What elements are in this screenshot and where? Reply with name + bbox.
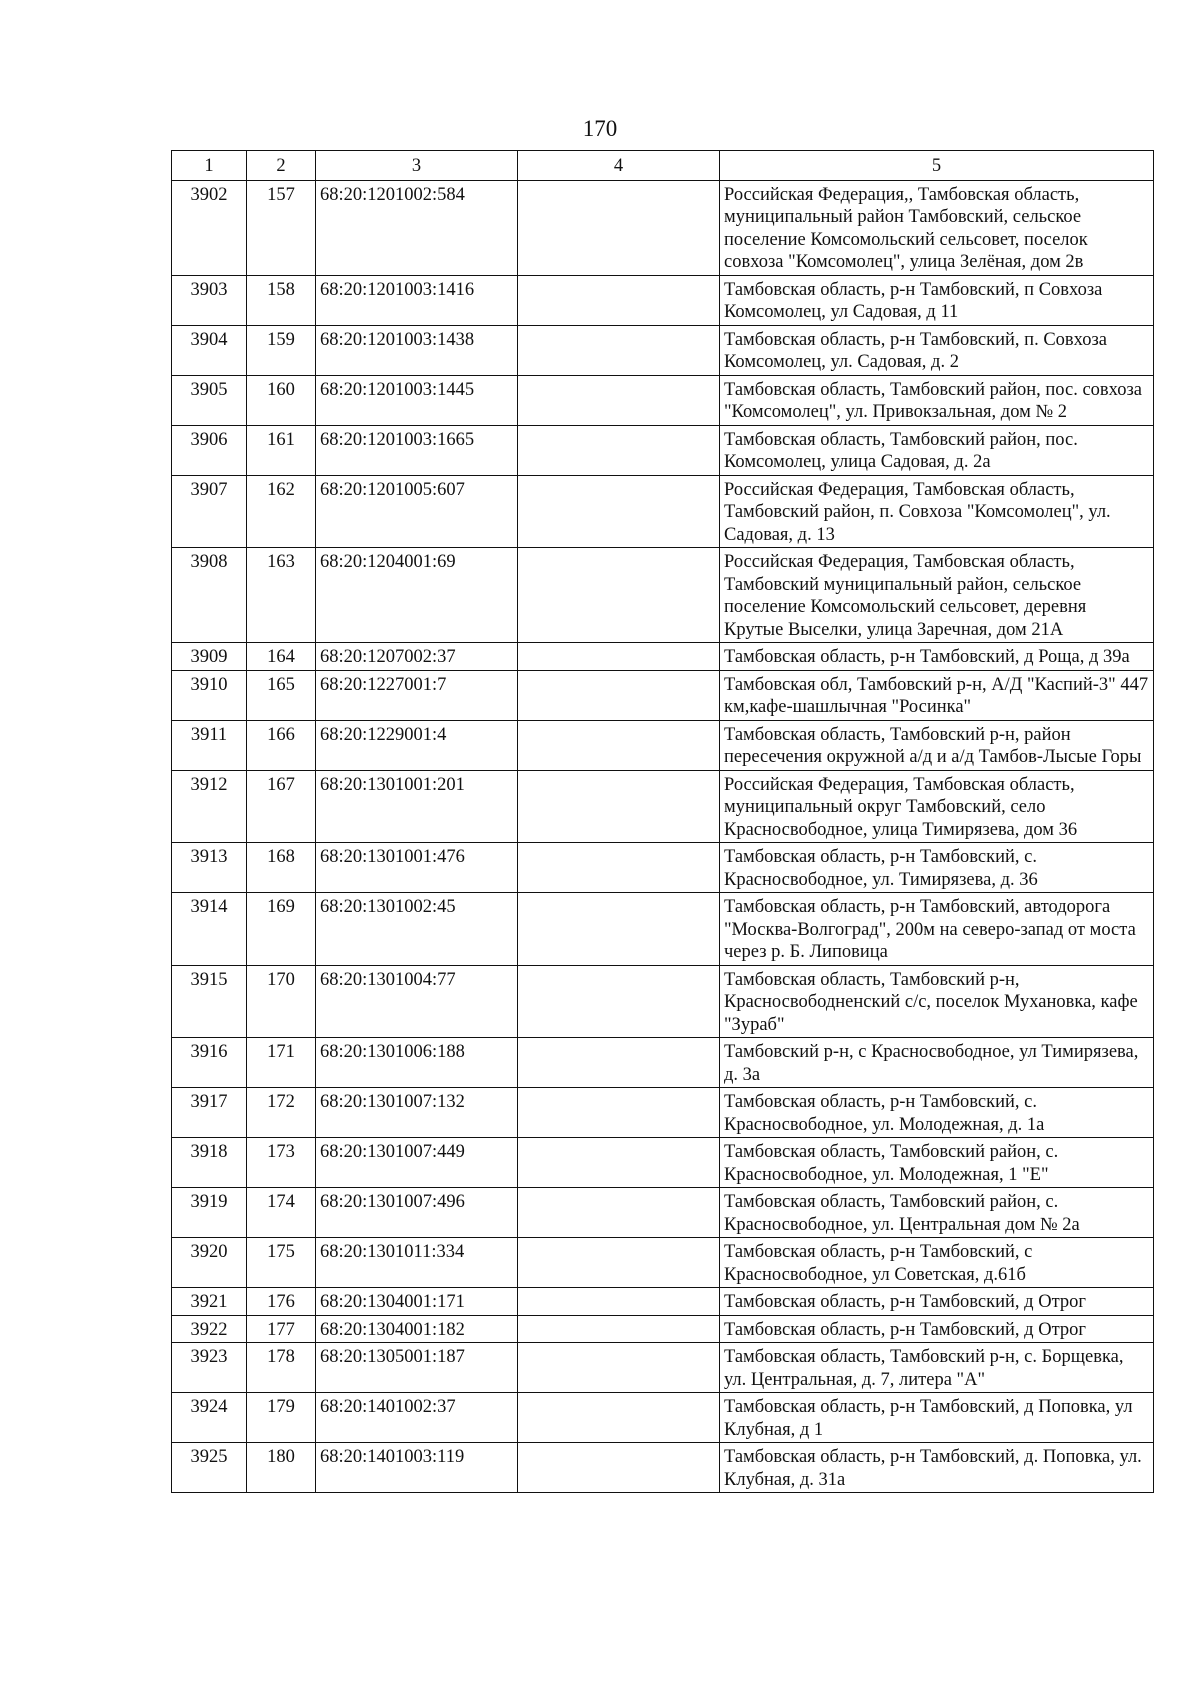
row-number-cell: 3902	[172, 180, 247, 275]
header-col-2: 2	[247, 151, 316, 181]
table-row	[172, 643, 1154, 671]
table-body	[172, 180, 1154, 1493]
cadastral-number-cell: 68:20:1227001:7	[316, 670, 518, 720]
cadastral-number-cell: 68:20:1304001:171	[316, 1288, 518, 1316]
table-row	[172, 670, 1154, 720]
row-number-cell: 3925	[172, 1443, 247, 1493]
registry-table	[171, 150, 1154, 1493]
sub-number-cell: 170	[247, 965, 316, 1038]
table-row	[172, 843, 1154, 893]
table-row	[172, 325, 1154, 375]
row-number-cell: 3923	[172, 1343, 247, 1393]
table-row	[172, 1288, 1154, 1316]
address-cell: Тамбовская область, р-н Тамбовский, с. Красносвободное, ул. Молодежная, д. 1а	[720, 1088, 1154, 1138]
column-4-cell	[518, 843, 720, 893]
cadastral-number-cell: 68:20:1301007:496	[316, 1188, 518, 1238]
address-cell: Тамбовская область, р-н Тамбовский, с Красносвободное, ул Советская, д.61б	[720, 1238, 1154, 1288]
sub-number-cell: 163	[247, 548, 316, 643]
address-cell: Тамбовская область, р-н Тамбовский, д Поповка, ул Клубная, д 1	[720, 1393, 1154, 1443]
column-4-cell	[518, 670, 720, 720]
row-number-cell: 3904	[172, 325, 247, 375]
cadastral-number-cell: 68:20:1401002:37	[316, 1393, 518, 1443]
column-4-cell	[518, 475, 720, 548]
row-number-cell: 3919	[172, 1188, 247, 1238]
address-cell: Российская Федерация, Тамбовская область, Тамбовский район, п. Совхоза "Комсомолец", ул. Садовая, д. 13	[720, 475, 1154, 548]
address-cell: Тамбовская обл, Тамбовский р-н, А/Д "Каспий-3" 447 км,кафе-шашлычная "Росинка"	[720, 670, 1154, 720]
column-4-cell	[518, 425, 720, 475]
table-row	[172, 1343, 1154, 1393]
page-number: 170	[582, 116, 618, 141]
table-header-row	[172, 151, 1154, 181]
address-cell: Тамбовская область, Тамбовский район, с. Красносвободное, ул. Молодежная, 1 "Е"	[720, 1138, 1154, 1188]
sub-number-cell: 160	[247, 375, 316, 425]
column-4-cell	[518, 893, 720, 966]
row-number-cell: 3905	[172, 375, 247, 425]
table-row	[172, 475, 1154, 548]
cadastral-number-cell: 68:20:1301001:201	[316, 770, 518, 843]
sub-number-cell: 168	[247, 843, 316, 893]
column-4-cell	[518, 720, 720, 770]
header-col-1: 1	[172, 151, 247, 181]
row-number-cell: 3921	[172, 1288, 247, 1316]
column-4-cell	[518, 1088, 720, 1138]
table-row	[172, 720, 1154, 770]
row-number-cell: 3922	[172, 1315, 247, 1343]
sub-number-cell: 171	[247, 1038, 316, 1088]
address-cell: Тамбовская область, р-н Тамбовский, с. Красносвободное, ул. Тимирязева, д. 36	[720, 843, 1154, 893]
address-cell: Тамбовская область, р-н Тамбовский, автодорога "Москва-Волгоград", 200м на северо-запад от моста через р. Б. Липовица	[720, 893, 1154, 966]
column-4-cell	[518, 1393, 720, 1443]
cadastral-number-cell: 68:20:1301004:77	[316, 965, 518, 1038]
address-cell: Тамбовская область, Тамбовский р-н, с. Борщевка, ул. Центральная, д. 7, литера "А"	[720, 1343, 1154, 1393]
row-number-cell: 3918	[172, 1138, 247, 1188]
column-4-cell	[518, 965, 720, 1038]
header-col-5: 5	[720, 151, 1154, 181]
column-4-cell	[518, 1138, 720, 1188]
address-cell: Российская Федерация,, Тамбовская область, муниципальный район Тамбовский, сельское поселение Комсомольский сельсовет, поселок совхоза "Комсомолец", улица Зелёная, дом 2в	[720, 180, 1154, 275]
cadastral-number-cell: 68:20:1301007:449	[316, 1138, 518, 1188]
address-cell: Российская Федерация, Тамбовская область, Тамбовский муниципальный район, сельское поселение Комсомольский сельсовет, деревня Крутые Выселки, улица Заречная, дом 21А	[720, 548, 1154, 643]
column-4-cell	[518, 1288, 720, 1316]
sub-number-cell: 165	[247, 670, 316, 720]
table-row	[172, 1038, 1154, 1088]
row-number-cell: 3903	[172, 275, 247, 325]
cadastral-number-cell: 68:20:1201005:607	[316, 475, 518, 548]
cadastral-number-cell: 68:20:1229001:4	[316, 720, 518, 770]
column-4-cell	[518, 275, 720, 325]
row-number-cell: 3914	[172, 893, 247, 966]
address-cell: Тамбовская область, Тамбовский район, с. Красносвободное, ул. Центральная дом № 2а	[720, 1188, 1154, 1238]
column-4-cell	[518, 1238, 720, 1288]
cadastral-number-cell: 68:20:1201003:1416	[316, 275, 518, 325]
cadastral-number-cell: 68:20:1301001:476	[316, 843, 518, 893]
column-4-cell	[518, 1315, 720, 1343]
table-row	[172, 1315, 1154, 1343]
table-row	[172, 375, 1154, 425]
sub-number-cell: 172	[247, 1088, 316, 1138]
sub-number-cell: 166	[247, 720, 316, 770]
column-4-cell	[518, 1038, 720, 1088]
cadastral-number-cell: 68:20:1305001:187	[316, 1343, 518, 1393]
cadastral-number-cell: 68:20:1204001:69	[316, 548, 518, 643]
row-number-cell: 3911	[172, 720, 247, 770]
column-4-cell	[518, 180, 720, 275]
table-row	[172, 425, 1154, 475]
cadastral-number-cell: 68:20:1201003:1438	[316, 325, 518, 375]
column-4-cell	[518, 375, 720, 425]
table-row	[172, 1238, 1154, 1288]
cadastral-number-cell: 68:20:1301007:132	[316, 1088, 518, 1138]
row-number-cell: 3915	[172, 965, 247, 1038]
address-cell: Тамбовская область, Тамбовский район, пос. Комсомолец, улица Садовая, д. 2а	[720, 425, 1154, 475]
address-cell: Тамбовский р-н, с Красносвободное, ул Тимирязева, д. 3а	[720, 1038, 1154, 1088]
address-cell: Российская Федерация, Тамбовская область, муниципальный округ Тамбовский, село Красносвободное, улица Тимирязева, дом 36	[720, 770, 1154, 843]
sub-number-cell: 162	[247, 475, 316, 548]
column-4-cell	[518, 643, 720, 671]
column-4-cell	[518, 1443, 720, 1493]
row-number-cell: 3910	[172, 670, 247, 720]
column-4-cell	[518, 1343, 720, 1393]
table-row	[172, 275, 1154, 325]
sub-number-cell: 177	[247, 1315, 316, 1343]
column-4-cell	[518, 325, 720, 375]
sub-number-cell: 178	[247, 1343, 316, 1393]
sub-number-cell: 158	[247, 275, 316, 325]
cadastral-number-cell: 68:20:1301006:188	[316, 1038, 518, 1088]
table-row	[172, 180, 1154, 275]
address-cell: Тамбовская область, р-н Тамбовский, п Совхоза Комсомолец, ул Садовая, д 11	[720, 275, 1154, 325]
column-4-cell	[518, 770, 720, 843]
address-cell: Тамбовская область, Тамбовский район, пос. совхоза "Комсомолец", ул. Привокзальная, дом № 2	[720, 375, 1154, 425]
table-row	[172, 1393, 1154, 1443]
table-row	[172, 1188, 1154, 1238]
sub-number-cell: 176	[247, 1288, 316, 1316]
table-row	[172, 893, 1154, 966]
sub-number-cell: 161	[247, 425, 316, 475]
cadastral-number-cell: 68:20:1201003:1445	[316, 375, 518, 425]
table-row	[172, 1443, 1154, 1493]
column-4-cell	[518, 548, 720, 643]
address-cell: Тамбовская область, Тамбовский р-н, Красносвободненский с/с, поселок Мухановка, кафе "Зураб"	[720, 965, 1154, 1038]
column-4-cell	[518, 1188, 720, 1238]
cadastral-number-cell: 68:20:1401003:119	[316, 1443, 518, 1493]
table-row	[172, 965, 1154, 1038]
sub-number-cell: 157	[247, 180, 316, 275]
row-number-cell: 3924	[172, 1393, 247, 1443]
cadastral-number-cell: 68:20:1207002:37	[316, 643, 518, 671]
cadastral-number-cell: 68:20:1301011:334	[316, 1238, 518, 1288]
address-cell: Тамбовская область, р-н Тамбовский, д. Поповка, ул. Клубная, д. 31а	[720, 1443, 1154, 1493]
row-number-cell: 3912	[172, 770, 247, 843]
sub-number-cell: 175	[247, 1238, 316, 1288]
row-number-cell: 3920	[172, 1238, 247, 1288]
sub-number-cell: 173	[247, 1138, 316, 1188]
header-col-3: 3	[316, 151, 518, 181]
sub-number-cell: 174	[247, 1188, 316, 1238]
sub-number-cell: 159	[247, 325, 316, 375]
table-row	[172, 770, 1154, 843]
cadastral-number-cell: 68:20:1301002:45	[316, 893, 518, 966]
sub-number-cell: 169	[247, 893, 316, 966]
row-number-cell: 3916	[172, 1038, 247, 1088]
row-number-cell: 3913	[172, 843, 247, 893]
address-cell: Тамбовская область, р-н Тамбовский, д Отрог	[720, 1288, 1154, 1316]
sub-number-cell: 180	[247, 1443, 316, 1493]
table-row	[172, 548, 1154, 643]
cadastral-number-cell: 68:20:1304001:182	[316, 1315, 518, 1343]
row-number-cell: 3917	[172, 1088, 247, 1138]
row-number-cell: 3906	[172, 425, 247, 475]
address-cell: Тамбовская область, р-н Тамбовский, д Отрог	[720, 1315, 1154, 1343]
table-row	[172, 1138, 1154, 1188]
sub-number-cell: 179	[247, 1393, 316, 1443]
cadastral-number-cell: 68:20:1201002:584	[316, 180, 518, 275]
address-cell: Тамбовская область, р-н Тамбовский, д Роща, д 39а	[720, 643, 1154, 671]
cadastral-number-cell: 68:20:1201003:1665	[316, 425, 518, 475]
address-cell: Тамбовская область, р-н Тамбовский, п. Совхоза Комсомолец, ул. Садовая, д. 2	[720, 325, 1154, 375]
address-cell: Тамбовская область, Тамбовский р-н, район пересечения окружной а/д и а/д Тамбов-Лысые Горы	[720, 720, 1154, 770]
sub-number-cell: 164	[247, 643, 316, 671]
table-row	[172, 1088, 1154, 1138]
row-number-cell: 3907	[172, 475, 247, 548]
row-number-cell: 3908	[172, 548, 247, 643]
header-col-4: 4	[518, 151, 720, 181]
sub-number-cell: 167	[247, 770, 316, 843]
row-number-cell: 3909	[172, 643, 247, 671]
